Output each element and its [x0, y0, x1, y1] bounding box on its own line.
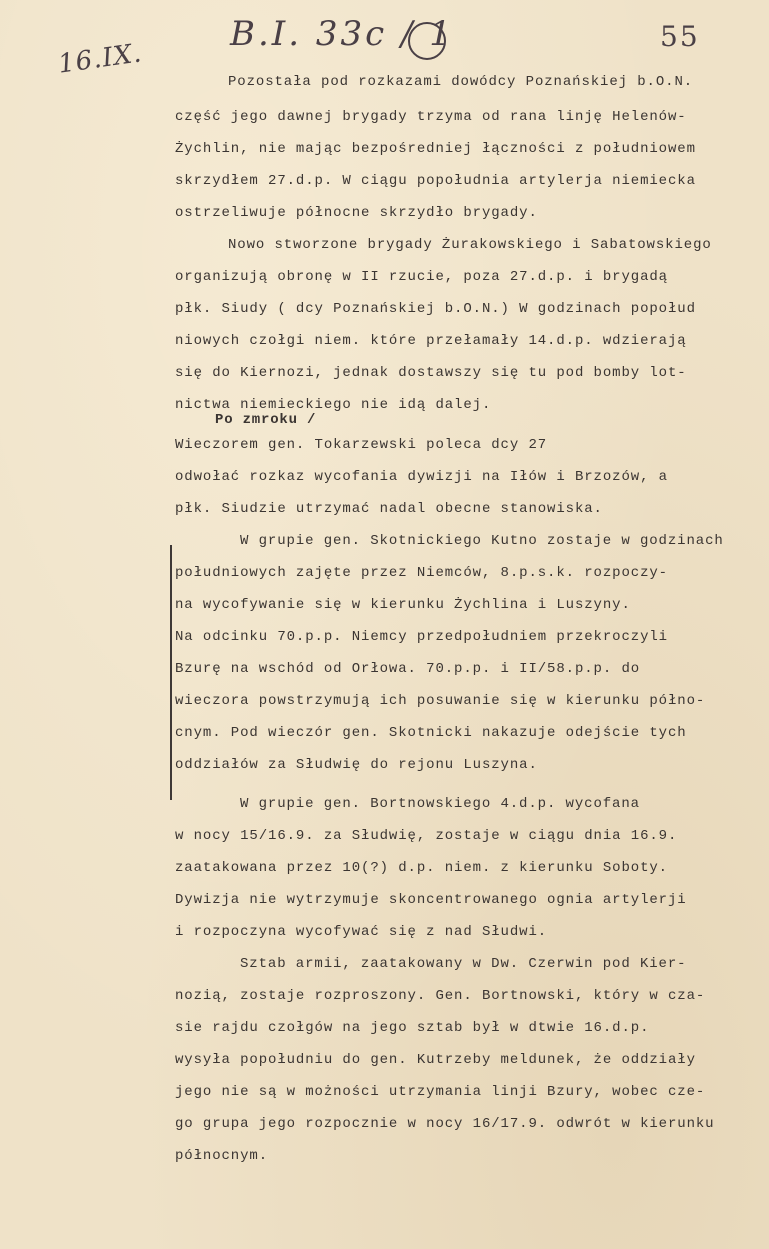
- text-line: Dywizja nie wytrzymuje skoncentrowanego ognia artylerji: [175, 892, 687, 908]
- text-line: południowych zajęte przez Niemców, 8.p.s.k. rozpoczy-: [175, 565, 668, 581]
- margin-bracket-line: [170, 545, 172, 800]
- text-line: nictwa niemieckiego nie idą dalej.: [175, 397, 492, 413]
- text-line: zaatakowana przez 10(?) d.p. niem. z kierunku Soboty.: [175, 860, 668, 876]
- text-line: północnym.: [175, 1148, 269, 1164]
- margin-date-note: 16.IX.: [56, 38, 145, 80]
- text-line: wieczora powstrzymują ich posuwanie się w kierunku półno-: [175, 693, 706, 709]
- text-line: sie rajdu czołgów na jego sztab był w dtwie 16.d.p.: [175, 1020, 650, 1036]
- archive-signature: B.I. 33c / 1: [230, 14, 454, 54]
- text-line: na wycofywanie się w kierunku Żychlina i Luszyny.: [175, 597, 631, 613]
- text-line: Nowo stworzone brygady Żurakowskiego i Sabatowskiego: [228, 237, 712, 253]
- text-line: odwołać rozkaz wycofania dywizji na Iłów i Brzozów, a: [175, 469, 668, 485]
- text-line: ostrzeliwuje północne skrzydło brygady.: [175, 205, 538, 221]
- text-line: W grupie gen. Bortnowskiego 4.d.p. wycofana: [240, 796, 640, 812]
- page-number: 55: [660, 20, 700, 53]
- text-line: cnym. Pod wieczór gen. Skotnicki nakazuje odejście tych: [175, 725, 687, 741]
- text-line: płk. Siudy ( dcy Poznańskiej b.O.N.) W godzinach popołud: [175, 301, 696, 317]
- text-line: Pozostała pod rozkazami dowódcy Poznańskiej b.O.N.: [228, 74, 694, 90]
- text-line: niowych czołgi niem. które przełamały 14.d.p. wdzierają: [175, 333, 687, 349]
- text-line: płk. Siudzie utrzymać nadal obecne stanowiska.: [175, 501, 603, 517]
- text-line: jego nie są w możności utrzymania linji Bzury, wobec cze-: [175, 1084, 706, 1100]
- text-line: organizują obronę w II rzucie, poza 27.d.p. i brygadą: [175, 269, 668, 285]
- text-line: Wieczorem gen. Tokarzewski poleca dcy 27: [175, 437, 548, 453]
- text-line: część jego dawnej brygady trzyma od rana linję Helenów-: [175, 109, 687, 125]
- text-line: Na odcinku 70.p.p. Niemcy przedpołudniem przekroczyli: [175, 629, 668, 645]
- text-line: Sztab armii, zaatakowany w Dw. Czerwin pod Kier-: [240, 956, 687, 972]
- text-line: Bzurę na wschód od Orłowa. 70.p.p. i II/58.p.p. do: [175, 661, 641, 677]
- circled-number-mark: [408, 22, 446, 60]
- handwritten-insertion: Po zmroku /: [215, 412, 317, 428]
- text-line: go grupa jego rozpocznie w nocy 16/17.9. odwrót w kierunku: [175, 1116, 715, 1132]
- text-line: oddziałów za Słudwię do rejonu Luszyna.: [175, 757, 538, 773]
- text-line: i rozpoczyna wycofywać się z nad Słudwi.: [175, 924, 548, 940]
- text-line: nozią, zostaje rozproszony. Gen. Bortnowski, który w cza-: [175, 988, 706, 1004]
- text-line: się do Kiernozi, jednak dostawszy się tu pod bomby lot-: [175, 365, 687, 381]
- text-line: W grupie gen. Skotnickiego Kutno zostaje w godzinach: [240, 533, 724, 549]
- text-line: skrzydłem 27.d.p. W ciągu popołudnia artylerja niemiecka: [175, 173, 696, 189]
- text-line: Żychlin, nie mając bezpośredniej łączności z południowem: [175, 141, 696, 157]
- text-line: wysyła popołudniu do gen. Kutrzeby meldunek, że oddziały: [175, 1052, 696, 1068]
- text-line: w nocy 15/16.9. za Słudwię, zostaje w ciągu dnia 16.9.: [175, 828, 678, 844]
